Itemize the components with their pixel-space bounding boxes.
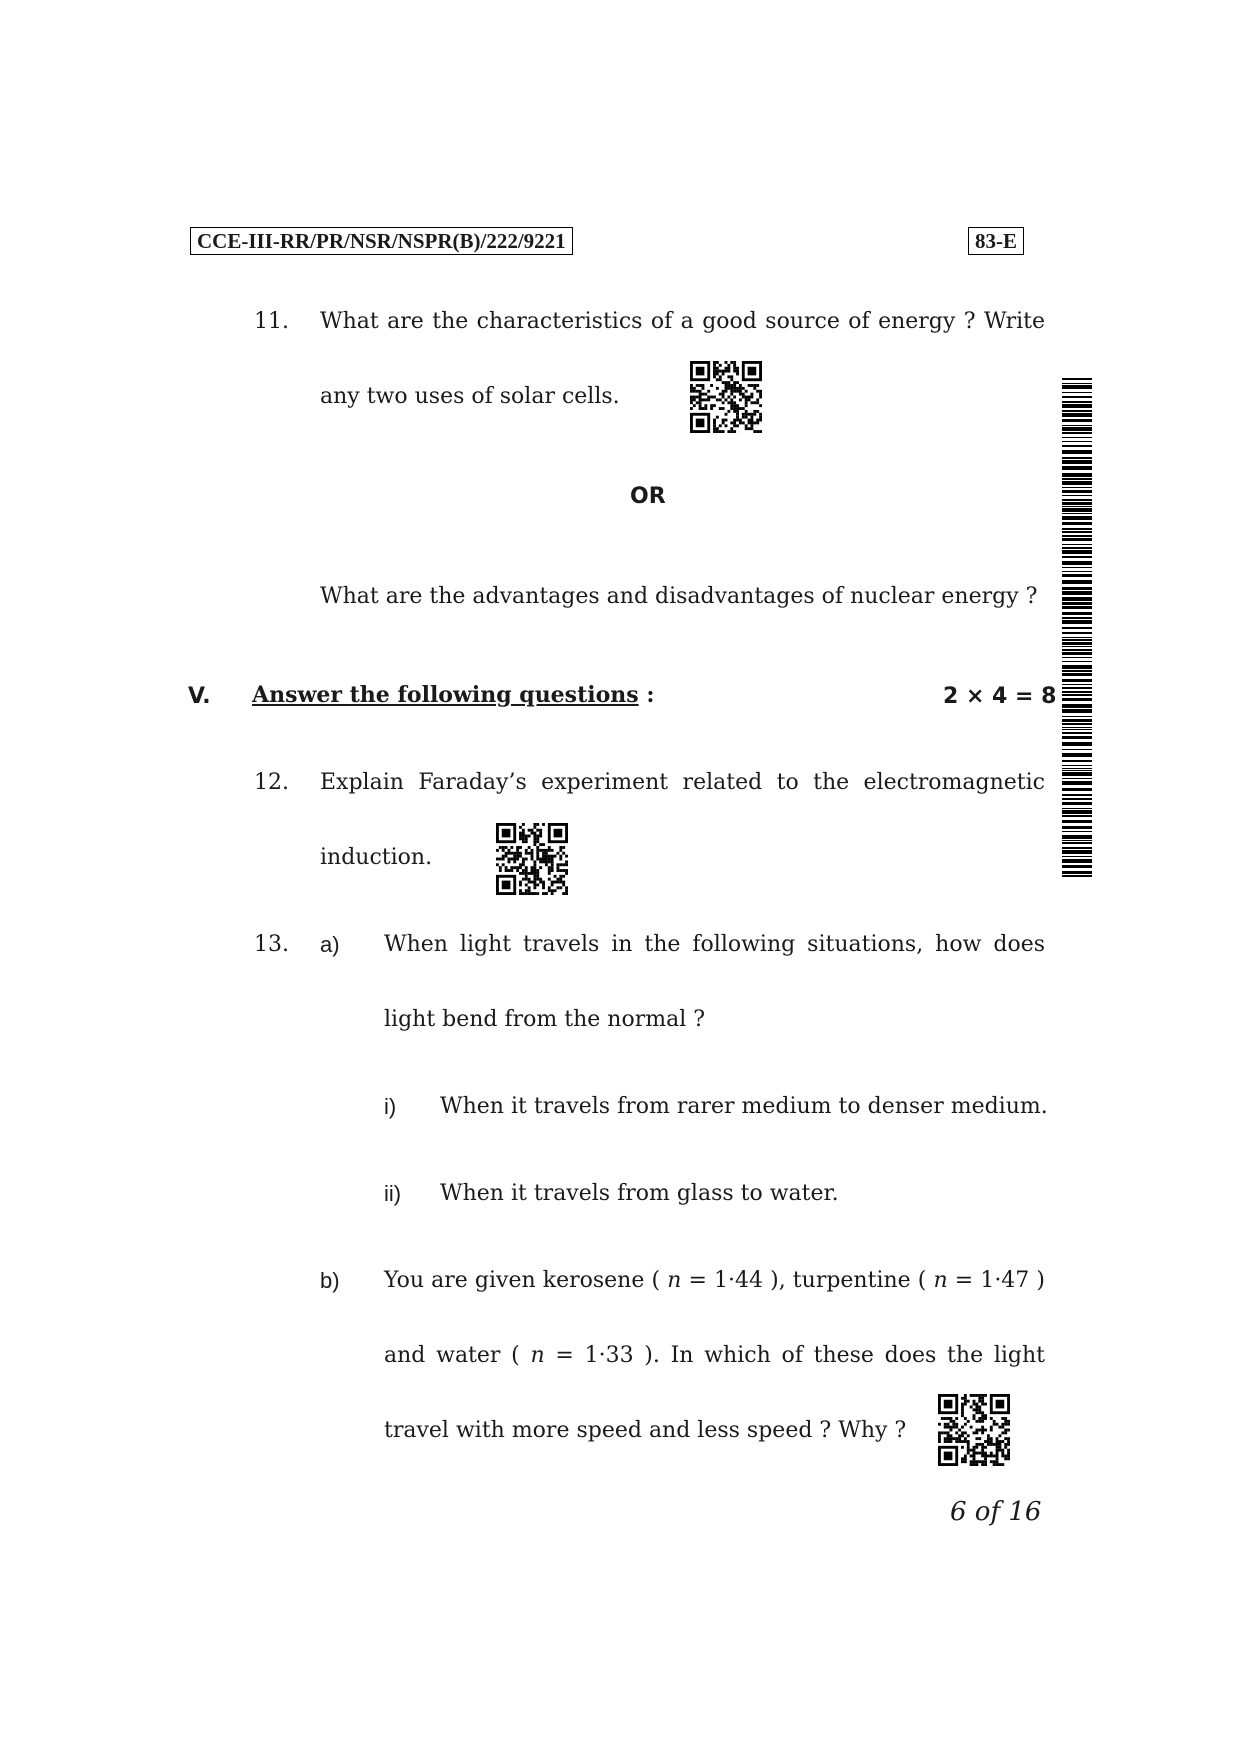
q13a-ii-text: When it travels from glass to water. bbox=[440, 1181, 839, 1206]
qr-code-icon bbox=[938, 1394, 1010, 1466]
or-separator: OR bbox=[630, 484, 666, 509]
q13b-label: b) bbox=[320, 1268, 340, 1293]
q13b-line3: travel with more speed and less speed ? Why ? bbox=[384, 1418, 907, 1443]
q13b-line1: You are given kerosene ( n = 1·44 ), turpentine ( n = 1·47 ) bbox=[384, 1268, 1045, 1293]
page-number: 6 of 16 bbox=[950, 1497, 1042, 1527]
q11-line1: What are the characteristics of a good source of energy ? Write bbox=[320, 309, 1045, 334]
q13a-label: a) bbox=[320, 932, 340, 957]
q11-line2: any two uses of solar cells. bbox=[320, 384, 620, 409]
section-label: V. bbox=[188, 684, 211, 709]
section-heading bbox=[252, 682, 654, 708]
section-marks: 2 × 4 = 8 bbox=[943, 684, 1057, 709]
qr-code-icon bbox=[496, 823, 568, 895]
section-title: Answer the following questions bbox=[252, 682, 639, 708]
section-colon: : bbox=[646, 682, 655, 708]
version-code: 83-E bbox=[968, 227, 1024, 255]
paper-code: CCE-III-RR/PR/NSR/NSPR(B)/222/9221 bbox=[190, 227, 573, 255]
q13a-i-label: i) bbox=[384, 1094, 397, 1119]
q13a-ii-label: ii) bbox=[384, 1181, 402, 1206]
q12-line1: Explain Faraday’s experiment related to the electromagnetic bbox=[320, 770, 1045, 795]
q13a-line2: light bend from the normal ? bbox=[384, 1007, 706, 1032]
q13b-line2: and water ( n = 1·33 ). In which of these does the light bbox=[384, 1343, 1045, 1368]
q11-number: 11. bbox=[254, 309, 289, 334]
q11-alternative: What are the advantages and disadvantages of nuclear energy ? bbox=[320, 584, 1038, 609]
q13a-i-text: When it travels from rarer medium to denser medium. bbox=[440, 1094, 1048, 1119]
q12-number: 12. bbox=[254, 770, 289, 795]
qr-code-icon bbox=[690, 361, 762, 433]
q13a-line1: When light travels in the following situations, how does bbox=[384, 932, 1045, 957]
barcode-icon bbox=[1062, 378, 1092, 878]
q13-number: 13. bbox=[254, 932, 289, 957]
q12-line2: induction. bbox=[320, 845, 433, 870]
